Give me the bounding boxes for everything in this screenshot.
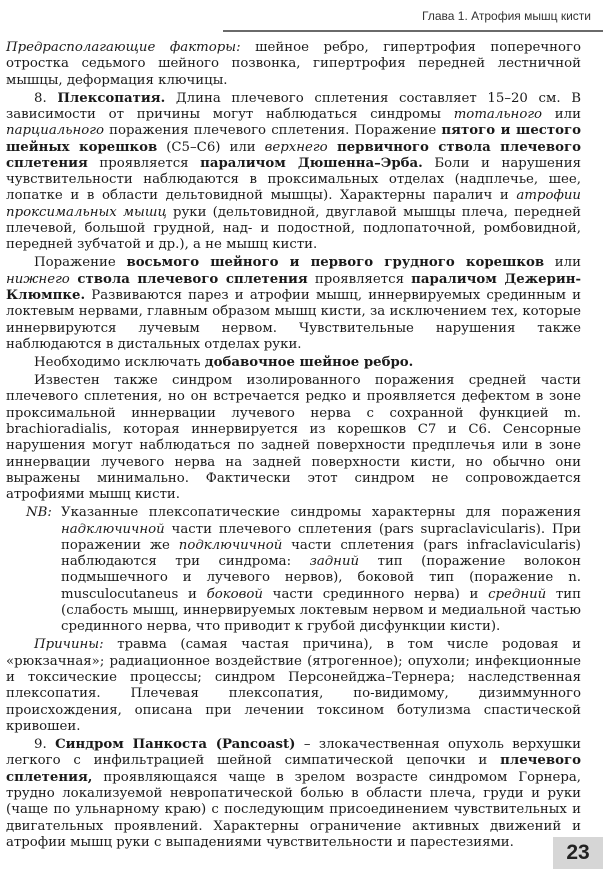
paragraph-causes: Причины: травма (самая частая причина), в том числе родовая и «рюкзачная»; радиационное воздействие (ятрогенное); опухоли; инфекционные и токсические процессы; синдром Персонейджа–Тернера; наследственная плексопатия. Плечевая плексопатия, по-видимому, дизиммунного происхождения, описана при лечении токсином ботулизма спастической кривошеи. <box>6 637 581 734</box>
paragraph-plexopathy: 8. Плексопатия. Длина плечевого сплетения составляет 15–20 см. В зависимости от причины могут наблюдаться синдромы тотального или парциального поражения плечевого сплетения. Поражение пятого и шестого шейных корешков (С5–С6) или верхнего первичного ствола плечевого сплетения проявляется параличом Дюшенна–Эрба. Боли и нарушения чувствительности наблюдаются в проксимальных отделах (надплечье, шее, лопатке и в области дельтовидной мышцы). Характерны паралич и атрофии проксимальных мышц руки (дельтовидной, двуглавой мышцы плеча, передней плечевой, большой грудной, над- и подостной, подлопаточной, ромбовидной, передней зубчатой и др.), а не мышц кисти. <box>6 90 581 253</box>
paragraph-predisposing-factors: Предрасполагающие факторы: шейное ребро, гипертрофия поперечного отростка седьмого шейного позвонка, гипертрофия передней лестничной мышцы, деформация ключицы. <box>6 40 581 88</box>
page-number: 23 <box>566 841 590 864</box>
paragraph-cervical-rib: Необходимо исключать добавочное шейное ребро. <box>34 355 414 371</box>
running-header <box>223 0 603 32</box>
paragraph-pancoast: 9. Синдром Панкоста (Pancoast) – злокачественная опухоль верхушки легкого с инфильтрацией шейной симпатической цепочки и плечевого сплетения, проявляющаяся чаще в зрелом возрасте синдромом Горнера, трудно локализуемой невропатической болью в области плеча, груди и руки (чаще по ульнарному краю) с последующим присоединением чувствительных и двигательных проявлений. Характерны ограничение активных движений и атрофии мышц руки с выпадениями чувствительности и парестезиями. <box>6 737 581 850</box>
chapter-title: Глава 1. Атрофия мышц кисти <box>422 9 591 23</box>
paragraph-middle-trunk-syndrome: Известен также синдром изолированного поражения средней части плечевого сплетения, но он встречается редко и проявляется дефектом в зоне проксимальной иннервации лучевого нерва с сохранной функцией m. brachioradialis, которая иннервируется из корешков С7 и С6. Сенсорные нарушения могут наблюдаться по задней поверхности предплечья или в зоне иннервации лучевого нерва на задней поверхности кисти, но обычно они выражены минимально. Фактически этот синдром не сопровождается атрофиями мышц кисти. <box>6 373 581 503</box>
page-number-box <box>553 837 603 869</box>
nb-label: NB: <box>26 505 52 521</box>
nb-note: NB: Указанные плексопатические синдромы характерны для поражения надключичной части плечевого сплетения (pars supraclavicularis). При поражении же подключичной части сплетения (pars infraclavicularis) наблюдаются три синдрома: задний тип (поражение волокон подмышечного и лучевого нервов), боковой тип (поражение n. musculocutaneus и боковой части срединного нерва) и средний тип (слабость мышц, иннервируемых локтевым нервом и медиальной частью срединного нерва, что приводит к грубой дисфункции кисти). <box>26 505 581 635</box>
body-text <box>6 40 581 853</box>
paragraph-dejerine-klumpke: Поражение восьмого шейного и первого грудного корешков или нижнего ствола плечевого сплетения проявляется параличом Дежерин-Клюмпке. Развиваются парез и атрофии мышц, иннервируемых срединным и локтевым нервами, главным образом мышц кисти, за исключением тех, которые иннервируются лучевым нервом. Чувствительные нарушения также наблюдаются в дистальных отделах руки. <box>6 255 581 352</box>
